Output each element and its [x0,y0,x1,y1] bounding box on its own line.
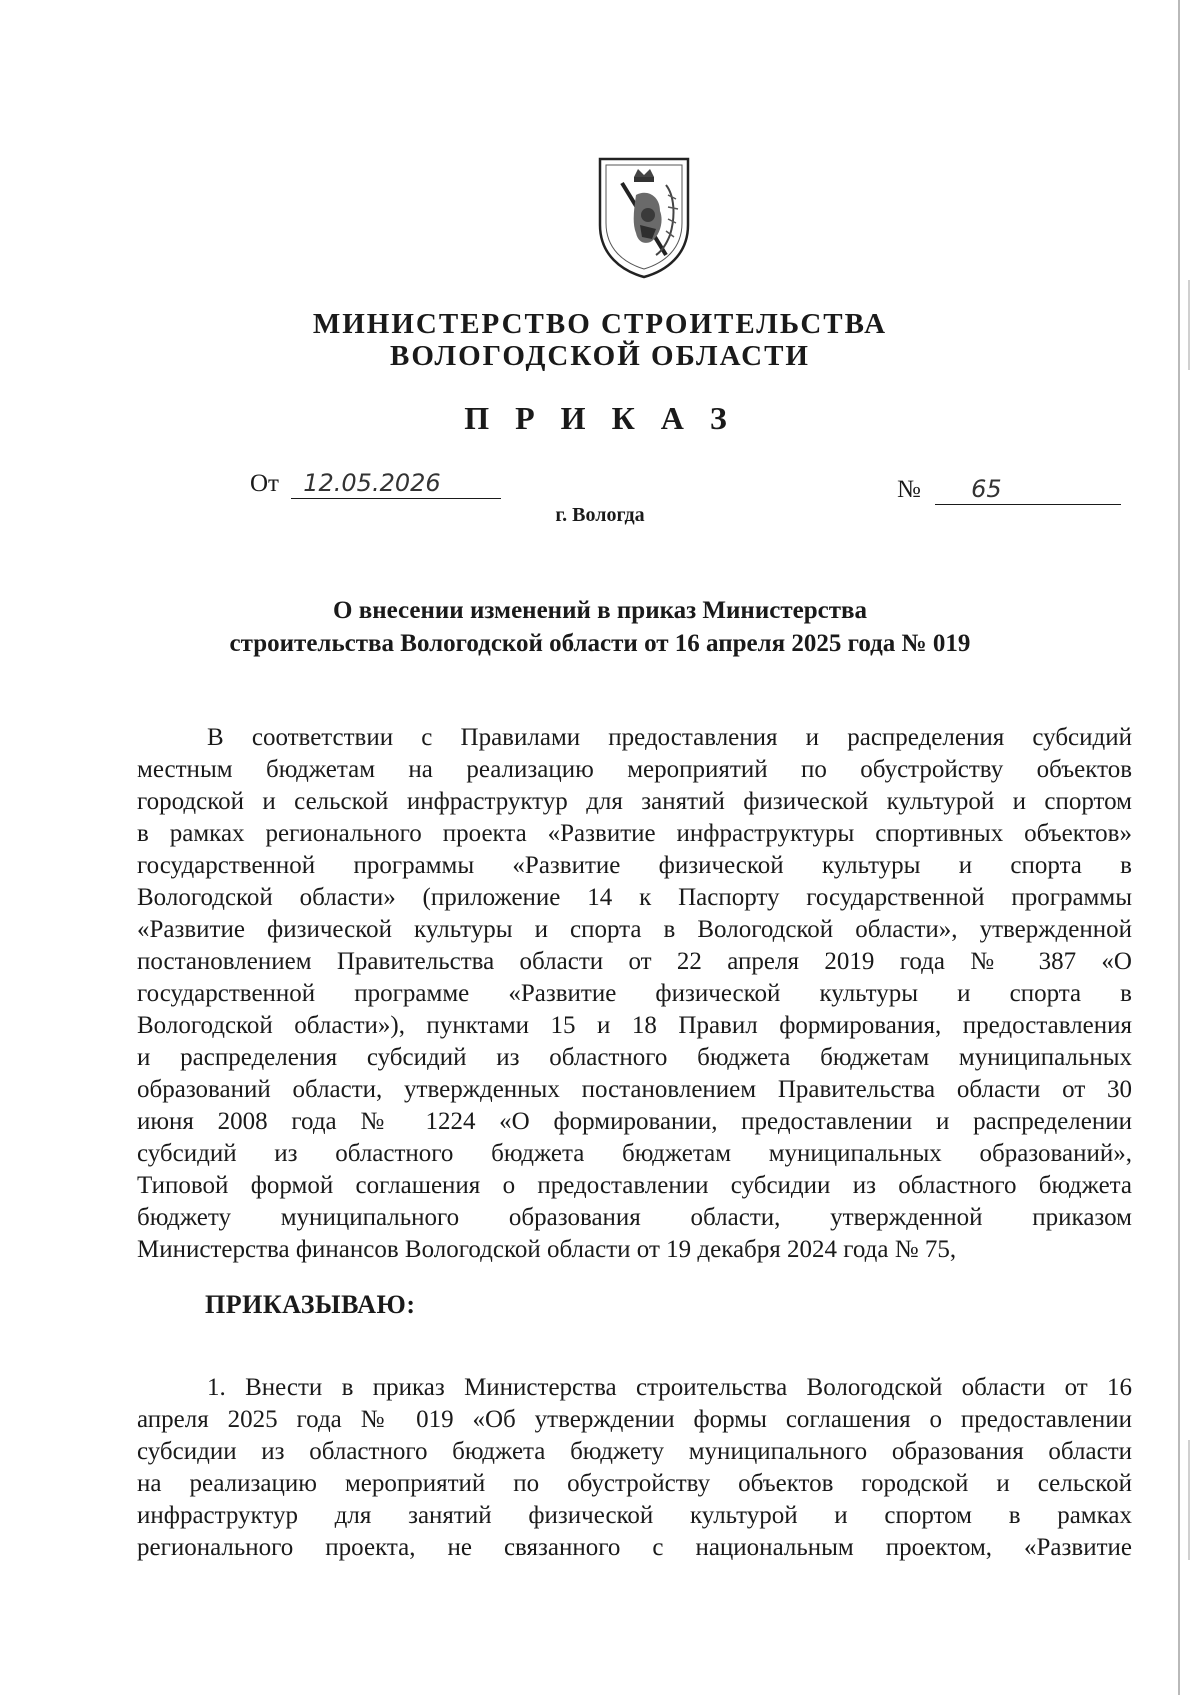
preamble-line: постановлением Правительства области от 22 апреля 2019 года № 387 «О [137,948,1132,975]
preamble-line: в рамках регионального проекта «Развитие инфраструктуры спортивных объектов» [137,820,1132,847]
item-line: субсидии из областного бюджета бюджету муниципального образования области [137,1438,1132,1465]
item-line: 1. Внести в приказ Министерства строительства Вологодской области от 16 [207,1374,1132,1401]
ministry-name-line1: МИНИСТЕРСТВО СТРОИТЕЛЬСТВА [312,308,888,340]
preamble-line: Министерства финансов Вологодской области от 19 декабря 2024 года № 75, [137,1236,957,1263]
decree-word: ПРИКАЗЫВАЮ: [205,1290,416,1319]
preamble-paragraph [137,722,1132,1266]
preamble-line: субсидий из областного бюджета бюджетам муниципальных образований», [137,1140,1132,1167]
number-prefix: № [897,476,921,503]
preamble-line: государственной программе «Развитие физической культуры и спорта в [137,980,1132,1007]
preamble-line: Типовой формой соглашения о предоставлении субсидии из областного бюджета [137,1172,1132,1199]
subject-line1: О внесении изменений в приказ Министерства [333,597,867,624]
preamble-line: городской и сельской инфраструктур для занятий физической культурой и спортом [137,788,1132,815]
ministry-name-line2: ВОЛОГОДСКОЙ ОБЛАСТИ [390,340,810,372]
date-prefix: От [250,470,279,497]
date-field [250,469,501,499]
preamble-line: государственной программы «Развитие физической культуры и спорта в [137,852,1132,879]
preamble-line: июня 2008 года № 1224 «О формировании, предоставлении и распределении [137,1108,1132,1135]
handwritten-number: 65 [971,475,1002,503]
number-field [897,475,1121,505]
handwritten-date: 12.05.2026 [303,469,441,497]
item-line: инфраструктур для занятий физической культурой и спортом в рамках [137,1502,1132,1529]
coat-of-arms-emblem [596,155,692,281]
preamble-line: Вологодской области» (приложение 14 к Паспорту государственной программы [137,884,1132,911]
preamble-line: и распределения субсидий из областного бюджета бюджетам муниципальных [137,1044,1132,1071]
subject-line2: строительства Вологодской области от 16 апреля 2025 года № 019 [229,630,971,657]
scan-page-edge [1178,0,1180,1695]
item-line: апреля 2025 года № 019 «Об утверждении формы соглашения о предоставлении [137,1406,1132,1433]
item-line: регионального проекта, не связанного с национальным проектом, «Развитие [137,1534,1132,1561]
scan-edge-mark [1188,1440,1190,1560]
preamble-line: «Развитие физической культуры и спорта в Вологодской области», утвержденной [137,916,1132,943]
document-type-title: П Р И К А З [464,400,736,436]
city-label: г. Вологда [555,504,645,526]
preamble-line: Вологодской области»), пунктами 15 и 18 Правил формирования, предоставления [137,1012,1132,1039]
item-line: на реализацию мероприятий по обустройству объектов городской и сельской [137,1470,1132,1497]
item-1-paragraph [137,1372,1132,1564]
preamble-line: образований области, утвержденных постановлением Правительства области от 30 [137,1076,1132,1103]
preamble-line: В соответствии с Правилами предоставления и распределения субсидий [207,724,1132,751]
preamble-line: бюджету муниципального образования области, утвержденной приказом [137,1204,1132,1231]
preamble-line: местным бюджетам на реализацию мероприятий по обустройству объектов [137,756,1132,783]
